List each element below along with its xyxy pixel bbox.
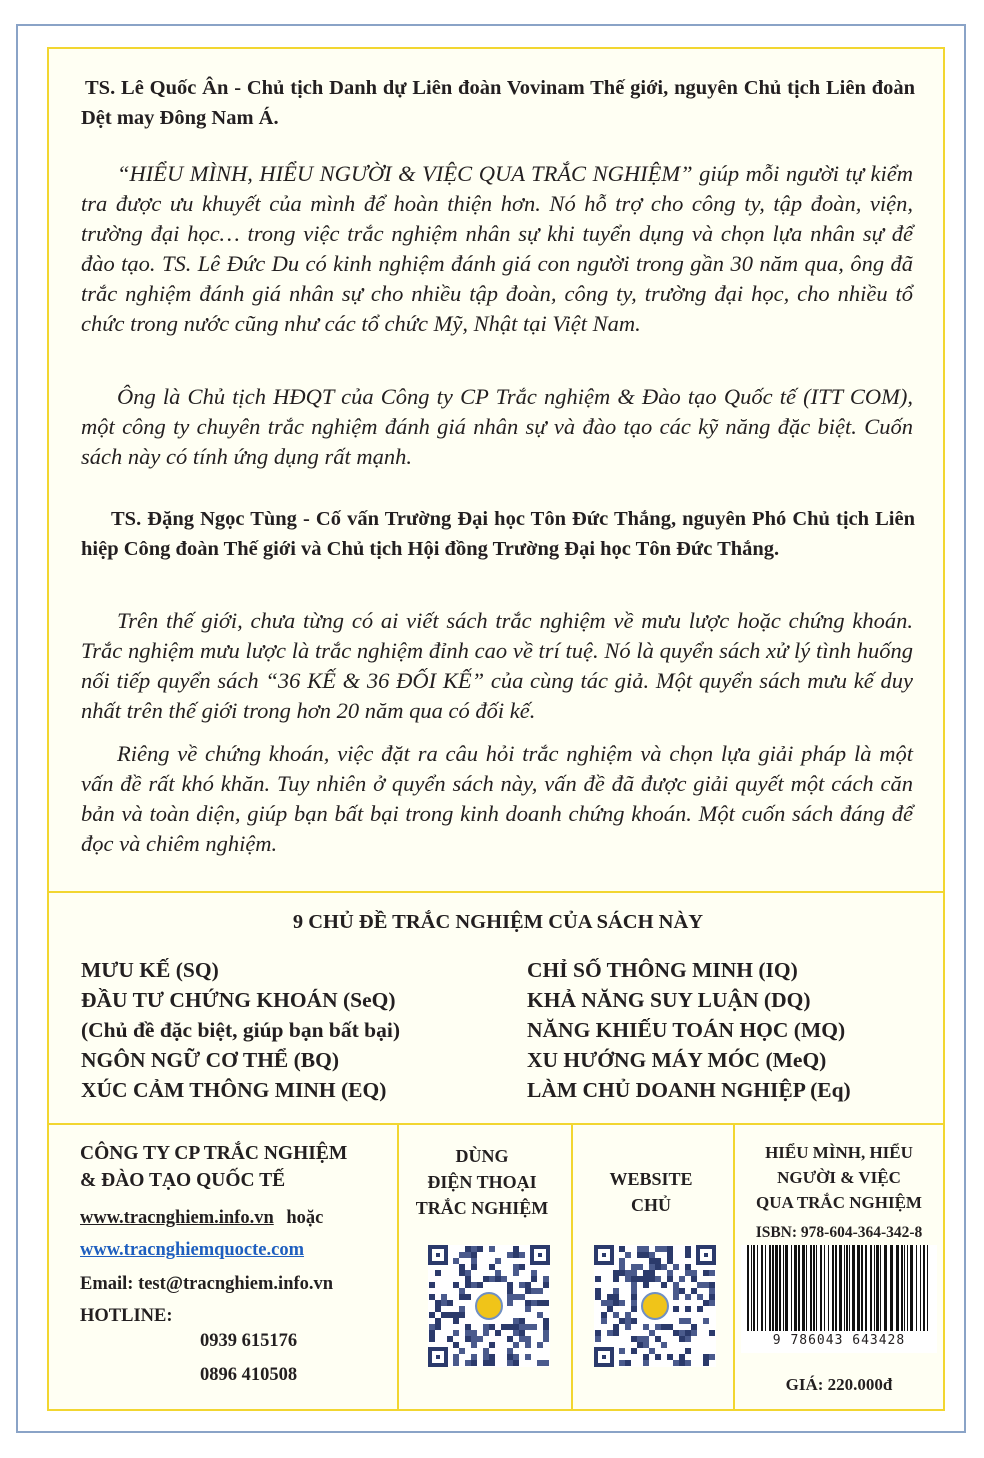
- barcode-bar: [806, 1245, 807, 1331]
- qr-module: [429, 1282, 435, 1288]
- barcode-bar: [861, 1245, 863, 1331]
- qr-module: [673, 1264, 679, 1270]
- qr-module: [643, 1282, 649, 1288]
- barcode-bar: [824, 1245, 825, 1331]
- qr-module: [453, 1318, 459, 1324]
- barcode-bar: [890, 1245, 893, 1331]
- topic-item: LÀM CHỦ DOANH NGHIỆP (Eq): [527, 1078, 851, 1102]
- qr-web-caption-line-1: WEBSITE: [609, 1169, 693, 1189]
- qr-module: [643, 1360, 649, 1366]
- barcode-bar: [816, 1245, 817, 1331]
- company-name-line-2: & ĐÀO TẠO QUỐC TẾ: [80, 1170, 286, 1191]
- qr-module: [673, 1306, 679, 1312]
- barcode-bars: [741, 1245, 937, 1337]
- qr-module: [631, 1348, 637, 1354]
- qr-module: [595, 1276, 601, 1282]
- qr-module: [543, 1300, 549, 1306]
- qr-module: [525, 1342, 531, 1348]
- barcode-bar: [907, 1245, 908, 1331]
- barcode-bar: [798, 1245, 800, 1331]
- qr-module: [709, 1300, 715, 1306]
- qr-finder: [428, 1245, 448, 1265]
- qr-module: [519, 1264, 525, 1270]
- qr-logo-icon: [475, 1292, 503, 1320]
- qr-module: [595, 1336, 601, 1342]
- qr-module: [531, 1276, 537, 1282]
- qr-module: [537, 1342, 543, 1348]
- barcode-bar: [802, 1245, 805, 1331]
- endorsement-1-heading: TS. Lê Quốc Ân - Chủ tịch Danh dự Liên đoàn Vovinam Thế giới, nguyên Chủ tịch Liên đoàn Dệt may Đông Nam Á.: [81, 77, 915, 129]
- qr-module: [459, 1348, 465, 1354]
- qr-module: [471, 1342, 477, 1348]
- qr-code-website[interactable]: [594, 1245, 716, 1367]
- qr-phone-caption-line-3: TRẮC NGHIỆM: [415, 1198, 549, 1218]
- qr-module: [489, 1360, 495, 1366]
- qr-finder: [428, 1347, 448, 1367]
- qr-module: [661, 1342, 667, 1348]
- topic-item: XU HƯỚNG MÁY MÓC (MeQ): [527, 1048, 827, 1072]
- barcode-bar: [747, 1245, 749, 1331]
- barcode-bar: [783, 1245, 784, 1331]
- qr-module: [453, 1360, 459, 1366]
- book-title-line-3: QUA TRẮC NGHIỆM: [756, 1193, 922, 1212]
- qr-finder: [696, 1245, 716, 1265]
- barcode-bar: [757, 1245, 758, 1331]
- qr-module: [459, 1312, 465, 1318]
- topic-item: NGÔN NGỮ CƠ THỂ (BQ): [81, 1048, 340, 1072]
- qr-module: [543, 1282, 549, 1288]
- qr-module: [619, 1300, 625, 1306]
- barcode-bar: [820, 1245, 822, 1331]
- qr-module: [465, 1294, 471, 1300]
- qr-module: [507, 1300, 513, 1306]
- qr-module: [685, 1360, 691, 1366]
- qr-module: [531, 1324, 537, 1330]
- qr-module: [525, 1354, 531, 1360]
- qr-module: [625, 1360, 631, 1366]
- barcode-bar: [896, 1245, 899, 1331]
- endorsement-2-paragraph-1: Trên thế giới, chưa từng có ai viết sách trắc nghiệm về mưu lược hoặc chứng khoán. Trắc nghiệm mưu lược là trắc nghiệm đỉnh cao về trí tuệ. Nó là quyển sách xử lý tình huống nối tiếp quyển sách “36 KẾ & 36 ĐỐI KẾ” của cùng tác giả. Một quyển sách mưu kế duy nhất trên thế giới trong hơn 20 năm qua có đối kế.: [81, 608, 913, 723]
- qr-module: [489, 1246, 495, 1252]
- website-link-1[interactable]: www.tracnghiem.info.vn: [80, 1208, 274, 1228]
- topics-right-column: [527, 955, 851, 1105]
- topic-item: XÚC CẢM THÔNG MINH (EQ): [81, 1078, 387, 1102]
- qr-module: [447, 1300, 453, 1306]
- qr-module: [625, 1252, 631, 1258]
- endorsement-2-heading: TS. Đặng Ngọc Tùng - Cố vấn Trường Đại học Tôn Đức Thắng, nguyên Phó Chủ tịch Liên hiệp Công đoàn Thế giới và Chủ tịch Hội đồng Trường Đại học Tôn Đức Thắng.: [81, 508, 915, 560]
- endorsement-2-paragraph-2: Riêng về chứng khoán, việc đặt ra câu hỏi trắc nghiệm và chọn lựa giải pháp là một vấn đề rất khó khăn. Tuy nhiên ở quyển sách này, vấn đề đã được giải quyết một cách căn bản và toàn diện, giúp bạn bất bại trong kinh doanh chứng khoán. Một cuốn sách đáng để đọc và chiêm nghiệm.: [81, 741, 913, 856]
- qr-module: [685, 1294, 691, 1300]
- barcode-bar: [884, 1245, 887, 1331]
- company-website-row: [80, 1205, 323, 1231]
- qr-module: [477, 1282, 483, 1288]
- barcode-bar: [775, 1245, 778, 1331]
- book-title-line-1: HIỂU MÌNH, HIỂU: [765, 1143, 913, 1162]
- qr-phone-caption-line-2: ĐIỆN THOẠI: [427, 1172, 537, 1192]
- qr-module: [471, 1360, 477, 1366]
- barcode-bar: [813, 1245, 815, 1331]
- barcode-bar: [769, 1245, 771, 1331]
- qr-module: [685, 1306, 691, 1312]
- qr-logo-icon: [641, 1292, 669, 1320]
- qr-module: [691, 1330, 697, 1336]
- barcode-bar: [920, 1245, 921, 1331]
- hotline-phone-1[interactable]: 0939 615176: [200, 1331, 298, 1351]
- qr-module: [489, 1342, 495, 1348]
- isbn: ISBN: 978-604-364-342-8: [755, 1224, 923, 1241]
- divider-topics: [49, 891, 943, 893]
- qr-module: [495, 1258, 501, 1264]
- website-link-2[interactable]: www.tracnghiemquocte.com: [80, 1240, 305, 1260]
- barcode-bar: [835, 1245, 837, 1331]
- qr-module: [619, 1348, 625, 1354]
- qr-module: [661, 1282, 667, 1288]
- qr-module: [543, 1336, 549, 1342]
- qr-module: [435, 1270, 441, 1276]
- topics-title: 9 CHỦ ĐỀ TRẮC NGHIỆM CỦA SÁCH NÀY: [292, 911, 704, 933]
- qr-phone-caption-line-1: DÙNG: [455, 1146, 509, 1166]
- barcode-bar: [876, 1245, 879, 1331]
- company-name-line-1: CÔNG TY CP TRẮC NGHIỆM: [80, 1143, 348, 1164]
- qr-module: [631, 1318, 637, 1324]
- barcode-bar: [779, 1245, 781, 1331]
- qr-module: [429, 1336, 435, 1342]
- qr-module: [495, 1330, 501, 1336]
- qr-module: [453, 1330, 459, 1336]
- barcode-bar: [880, 1245, 881, 1331]
- qr-module: [483, 1330, 489, 1336]
- topic-item: (Chủ đề đặc biệt, giúp bạn bất bại): [81, 1018, 400, 1042]
- qr-module: [703, 1360, 709, 1366]
- qr-module: [679, 1276, 685, 1282]
- qr-module: [709, 1354, 715, 1360]
- barcode-bar: [844, 1245, 845, 1331]
- qr-module: [673, 1294, 679, 1300]
- company-name: [80, 1140, 347, 1194]
- qr-module: [709, 1270, 715, 1276]
- barcode-bar: [874, 1245, 875, 1331]
- barcode-bar: [846, 1245, 848, 1331]
- barcode-bar: [910, 1245, 913, 1331]
- barcode-bar: [751, 1245, 752, 1331]
- hotline-label: HOTLINE:: [80, 1306, 173, 1326]
- book-title: [734, 1140, 944, 1215]
- barcode-bar: [849, 1245, 850, 1331]
- barcode-bar: [785, 1245, 788, 1331]
- barcode-bar: [870, 1245, 872, 1331]
- topic-item: CHỈ SỐ THÔNG MINH (IQ): [527, 958, 798, 982]
- qr-module: [613, 1330, 619, 1336]
- qr-module: [697, 1306, 703, 1312]
- barcode-bar: [857, 1245, 860, 1331]
- qr-module: [513, 1342, 519, 1348]
- qr-phone-caption: [396, 1143, 568, 1221]
- qr-web-caption: [570, 1166, 732, 1218]
- endorsement-1-paragraph-1: “HIỂU MÌNH, HIỂU NGƯỜI & VIỆC QUA TRẮC NGHIỆM” giúp mỗi người tự kiểm tra được ưu khuyết của mình để hoàn thiện hơn. Nó hỗ trợ cho công ty, tập đoàn, viện, trường đại học… trong việc trắc nghiệm nhân sự khi tuyển dụng và chọn lựa nhân sự để đào tạo. TS. Lê Đức Du có kinh nghiệm đánh giá con người trong gần 30 năm qua, ông đã trắc nghiệm đánh giá nhân sự cho nhiều tập đoàn, công ty, trường đại học, cho nhiều tổ chức trong nước cũng như các tổ chức Mỹ, Nhật tại Việt Nam.: [81, 161, 913, 336]
- barcode-bar: [839, 1245, 842, 1331]
- barcode-bar: [753, 1245, 755, 1331]
- qr-module: [477, 1246, 483, 1252]
- barcode-bar: [901, 1245, 903, 1331]
- qr-module: [685, 1336, 691, 1342]
- qr-code-phone[interactable]: [428, 1245, 550, 1367]
- company-email[interactable]: Email: test@tracnghiem.info.vn: [80, 1274, 334, 1294]
- barcode-bar: [791, 1245, 792, 1331]
- qr-module: [601, 1318, 607, 1324]
- barcode-bar: [772, 1245, 774, 1331]
- qr-module: [685, 1252, 691, 1258]
- barcode-digits: 9 786043 643428: [772, 1333, 906, 1348]
- topic-item: KHẢ NĂNG SUY LUẬN (DQ): [527, 988, 811, 1012]
- endorsement-1-paragraph-2: Ông là Chủ tịch HĐQT của Công ty CP Trắc nghiệm & Đào tạo Quốc tế (ITT COM), một công ty chuyên trắc nghiệm đánh giá nhân sự và đào tạo các kỹ năng đặc biệt. Cuốn sách này có tính ứng dụng rất mạnh.: [81, 384, 913, 469]
- barcode-bar: [810, 1245, 812, 1331]
- qr-module: [543, 1360, 549, 1366]
- price: GIÁ: 220.000đ: [785, 1375, 893, 1394]
- barcode-bar: [904, 1245, 905, 1331]
- qr-module: [471, 1264, 477, 1270]
- qr-finder: [530, 1245, 550, 1265]
- qr-finder: [594, 1347, 614, 1367]
- barcode-bar: [923, 1245, 925, 1331]
- topics-left-column: [81, 955, 400, 1105]
- qr-module: [477, 1336, 483, 1342]
- qr-module: [613, 1276, 619, 1282]
- qr-module: [513, 1270, 519, 1276]
- qr-web-caption-line-2: CHỦ: [631, 1195, 671, 1215]
- topic-item: MƯU KẾ (SQ): [81, 958, 219, 982]
- qr-module: [513, 1360, 519, 1366]
- qr-module: [537, 1288, 543, 1294]
- barcode-bar: [916, 1245, 917, 1331]
- barcode-bar: [828, 1245, 829, 1331]
- divider-footer: [49, 1123, 943, 1125]
- topic-item: ĐẦU TƯ CHỨNG KHOÁN (SeQ): [81, 988, 396, 1012]
- barcode-bar: [794, 1245, 797, 1331]
- barcode-bar: [761, 1245, 763, 1331]
- barcode-bar: [765, 1245, 766, 1331]
- barcode-bar: [927, 1245, 928, 1331]
- qr-module: [435, 1324, 441, 1330]
- qr-module: [685, 1348, 691, 1354]
- hotline-phone-2[interactable]: 0896 410508: [200, 1365, 298, 1385]
- barcode: [741, 1245, 937, 1353]
- qr-module: [709, 1330, 715, 1336]
- qr-finder: [594, 1245, 614, 1265]
- qr-module: [631, 1306, 637, 1312]
- qr-module: [525, 1306, 531, 1312]
- qr-module: [625, 1324, 631, 1330]
- book-title-line-2: NGƯỜI & VIỆC: [777, 1168, 901, 1187]
- barcode-bar: [832, 1245, 834, 1331]
- qr-module: [655, 1354, 661, 1360]
- topic-item: NĂNG KHIẾU TOÁN HỌC (MQ): [527, 1018, 846, 1042]
- qr-module: [703, 1318, 709, 1324]
- qr-module: [519, 1252, 525, 1258]
- barcode-bar: [852, 1245, 855, 1331]
- barcode-bar: [865, 1245, 867, 1331]
- or-text: hoặc: [286, 1208, 324, 1228]
